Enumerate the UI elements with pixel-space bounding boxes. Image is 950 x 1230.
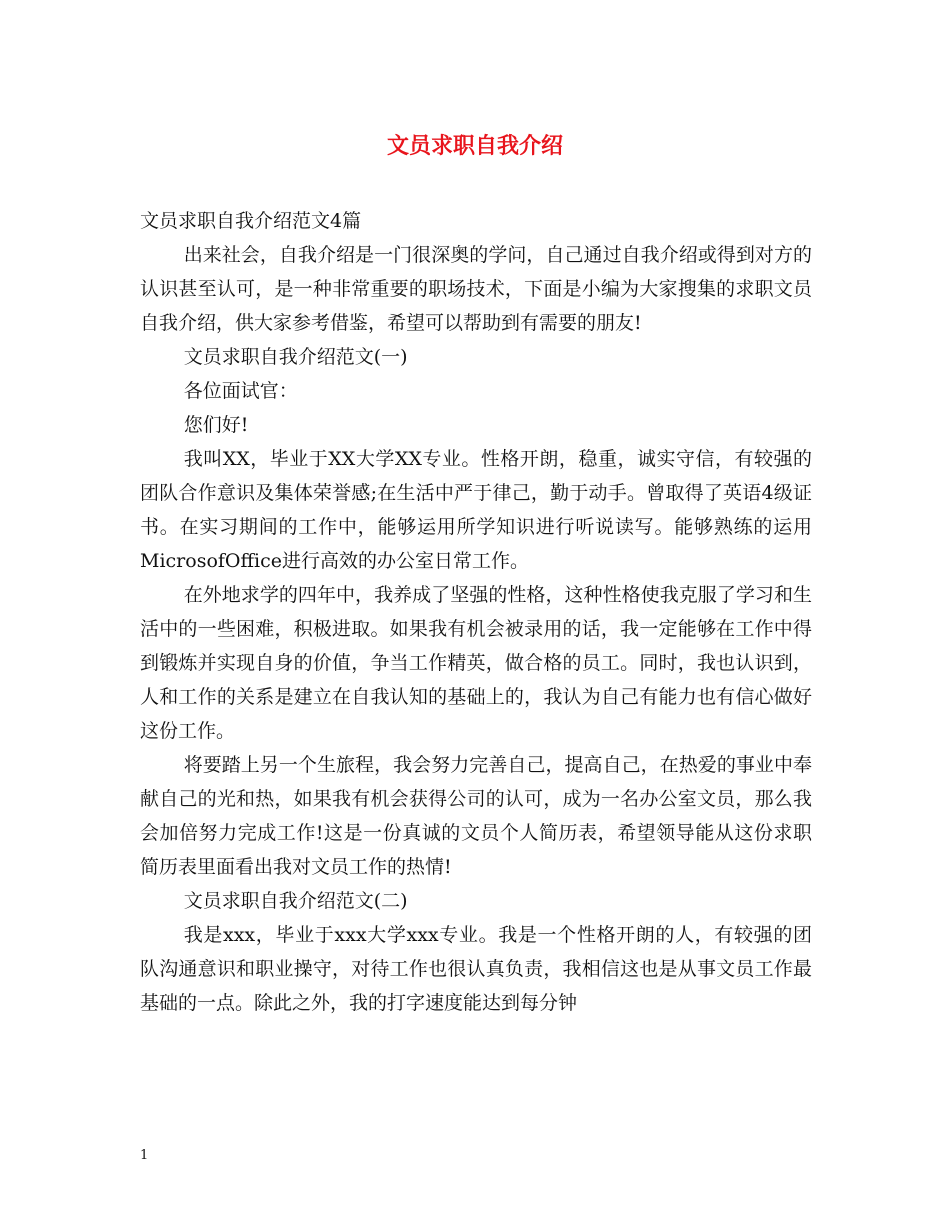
paragraph-second-introduction: 我是xxx，毕业于xxx大学xxx专业。我是一个性格开朗的人，有较强的团队沟通意识和职业操守，对待工作也很认真负责，我相信这也是从事文员工作最基础的一点。除此之外，我的打字速度能达到每分钟 [140, 924, 812, 1014]
paragraph-self-introduction: 我叫XX，毕业于XX大学XX专业。性格开朗，稳重，诚实守信，有较强的团队合作意识及集体荣誉感;在生活中严于律己，勤于动手。曾取得了英语4级证书。在实习期间的工作中，能够运用所学知识进行听说读写。能够熟练的运用MicrosofOffice进行高效的办公室日常工作。 [140, 448, 812, 572]
intro-paragraph: 出来社会，自我介绍是一门很深奥的学问，自己通过自我介绍或得到对方的认识甚至认可，是一种非常重要的职场技术，下面是小编为大家搜集的求职文员自我介绍，供大家参考借鉴，希望可以帮助到有需要的朋友! [140, 244, 812, 334]
greeting: 您们好! [183, 414, 249, 436]
section-heading-one: 文员求职自我介绍范文(一) [183, 346, 408, 368]
salutation: 各位面试官： [183, 380, 298, 402]
paragraph-study-experience: 在外地求学的四年中，我养成了坚强的性格，这种性格使我克服了学习和生活中的一些困难，积极进取。如果我有机会被录用的话，我一定能够在工作中得到锻炼并实现自身的价值，争当工作精英，做合格的员工。同时，我也认识到，人和工作的关系是建立在自我认知的基础上的，我认为自己有能力也有信心做好这份工作。 [140, 584, 812, 742]
paragraph-future-plan: 将要踏上另一个生旅程，我会努力完善自己，提高自己，在热爱的事业中奉献自己的光和热，如果我有机会获得公司的认可，成为一名办公室文员，那么我会加倍努力完成工作!这是一份真诚的文员个人简历表，希望领导能从这份求职简历表里面看出我对文员工作的热情! [140, 754, 812, 878]
document-body [140, 204, 812, 1020]
document-title: 文员求职自我介绍 [386, 133, 563, 159]
section-heading-two: 文员求职自我介绍范文(二) [183, 890, 408, 912]
page-number: 1 [140, 1148, 149, 1163]
document-subtitle: 文员求职自我介绍范文4篇 [140, 210, 362, 232]
